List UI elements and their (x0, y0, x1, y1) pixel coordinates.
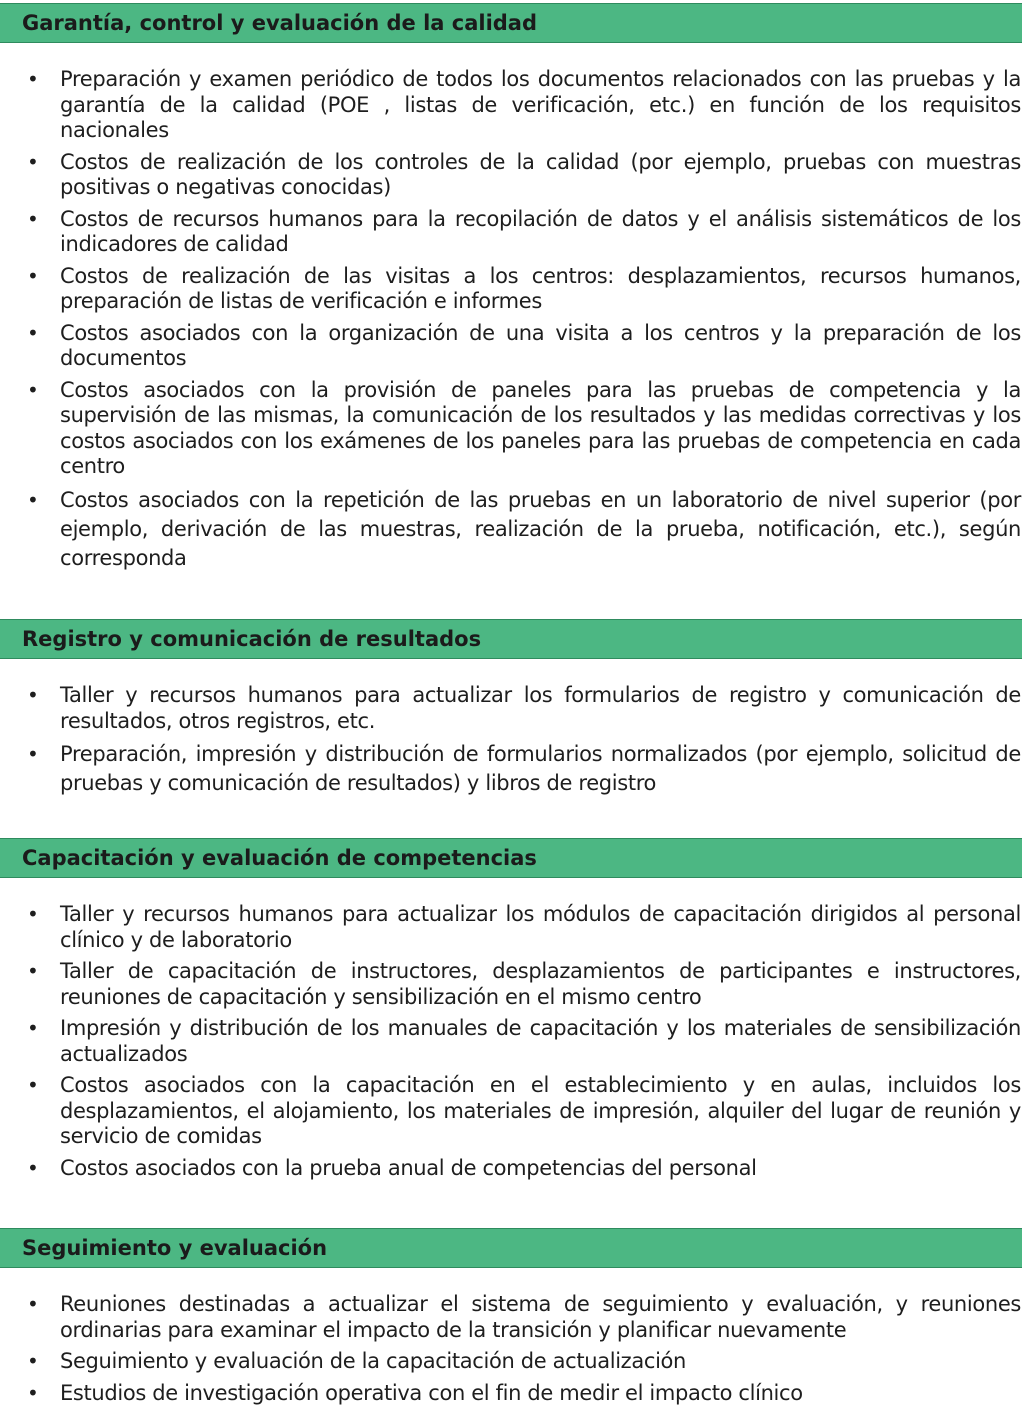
section-title: Registro y comunicación de resultados (0, 619, 1022, 659)
item-text: Preparación y examen periódico de todos los documentos relacionados con las pruebas y la garantía de la calidad (POE , listas de verificación, etc.) en función de los requisitos nacionales (60, 67, 1021, 142)
item-text: Costos asociados con la organización de una visita a los centros y la preparación de los documentos (60, 320, 1021, 370)
section-title: Seguimiento y evaluación (0, 1228, 1022, 1268)
list-item (0, 207, 1022, 258)
bullet-icon: • (27, 1292, 39, 1316)
list-item (0, 150, 1022, 201)
bullet-icon: • (27, 959, 39, 983)
bullet-icon: • (27, 902, 39, 926)
item-text: Reuniones destinadas a actualizar el sistema de seguimiento y evaluación, y reuniones ordinarias para examinar el impacto de la transición y planificar nuevamente (60, 1292, 1021, 1342)
item-text: Taller de capacitación de instructores, desplazamientos de participantes e instructores, reuniones de capacitación y sensibilización en el mismo centro (60, 959, 1021, 1009)
list-item (0, 67, 1022, 144)
list-item (0, 321, 1022, 372)
item-text: Costos asociados con la repetición de las pruebas en un laboratorio de nivel superior (por ejemplo, derivación de las muestras, realización de la prueba, notificación, etc.), según corresponda (60, 487, 1021, 570)
list-item (0, 1156, 1022, 1182)
list-item (0, 378, 1022, 480)
item-list (0, 1292, 1022, 1406)
bullet-icon: • (27, 1073, 39, 1097)
section-title: Garantía, control y evaluación de la calidad (0, 3, 1022, 43)
item-text: Taller y recursos humanos para actualizar los formularios de registro y comunicación de resultados, otros registros, etc. (60, 683, 1021, 733)
section-title: Capacitación y evaluación de competencias (0, 838, 1022, 878)
item-text: Costos asociados con la prueba anual de competencias del personal (60, 1155, 757, 1180)
bullet-icon: • (27, 149, 39, 174)
list-item (0, 902, 1022, 953)
item-text: Costos asociados con la capacitación en el establecimiento y en aulas, incluidos los desplazamientos, el alojamiento, los materiales de impresión, alquiler del lugar de reunión y servicio de comidas (60, 1073, 1021, 1148)
item-text: Costos de recursos humanos para la recopilación de datos y el análisis sistemáticos de los indicadores de calidad (60, 206, 1021, 256)
item-text: Estudios de investigación operativa con el fin de medir el impacto clínico (60, 1380, 803, 1405)
list-item (0, 683, 1022, 734)
item-text: Impresión y distribución de los manuales de capacitación y los materiales de sensibilización actualizados (60, 1016, 1021, 1066)
bullet-icon: • (27, 377, 39, 402)
item-text: Costos asociados con la provisión de paneles para las pruebas de competencia y la supervisión de las mismas, la comunicación de los resultados y las medidas correctivas y los costos asociados con los exámenes de los paneles para las pruebas de competencia en cada centro (60, 377, 1021, 478)
list-item (0, 959, 1022, 1010)
bullet-icon: • (27, 683, 39, 707)
item-text: Taller y recursos humanos para actualizar los módulos de capacitación dirigidos al personal clínico y de laboratorio (60, 902, 1021, 952)
bullet-icon: • (27, 742, 39, 766)
section-quality-assurance (0, 3, 1022, 579)
item-list (0, 902, 1022, 1181)
bullet-icon: • (27, 263, 39, 288)
item-text: Costos de realización de los controles de la calidad (por ejemplo, pruebas con muestras positivas o negativas conocidas) (60, 149, 1021, 199)
item-text: Preparación, impresión y distribución de formularios normalizados (por ejemplo, solicitud de pruebas y comunicación de resultados) y libros de registro (60, 742, 1021, 795)
list-item (0, 740, 1022, 798)
bullet-icon: • (27, 67, 39, 91)
bullet-icon: • (27, 1349, 39, 1373)
bullet-icon: • (27, 1155, 39, 1180)
list-item (0, 486, 1022, 573)
section-monitoring-evaluation (0, 1228, 1022, 1412)
item-text: Costos de realización de las visitas a los centros: desplazamientos, recursos humanos, preparación de listas de verificación e informes (60, 263, 1021, 313)
bullet-icon: • (27, 320, 39, 345)
section-training-competency (0, 838, 1022, 1187)
bullet-icon: • (27, 1016, 39, 1040)
list-item (0, 1381, 1022, 1407)
list-item (0, 1292, 1022, 1343)
item-list (0, 683, 1022, 798)
bullet-icon: • (27, 1380, 39, 1405)
item-text: Seguimiento y evaluación de la capacitación de actualización (60, 1349, 687, 1373)
section-recording-reporting (0, 619, 1022, 804)
item-list (0, 67, 1022, 573)
list-item (0, 1349, 1022, 1375)
bullet-icon: • (27, 206, 39, 231)
list-item (0, 1016, 1022, 1067)
bullet-icon: • (27, 487, 39, 512)
list-item (0, 1073, 1022, 1150)
list-item (0, 264, 1022, 315)
